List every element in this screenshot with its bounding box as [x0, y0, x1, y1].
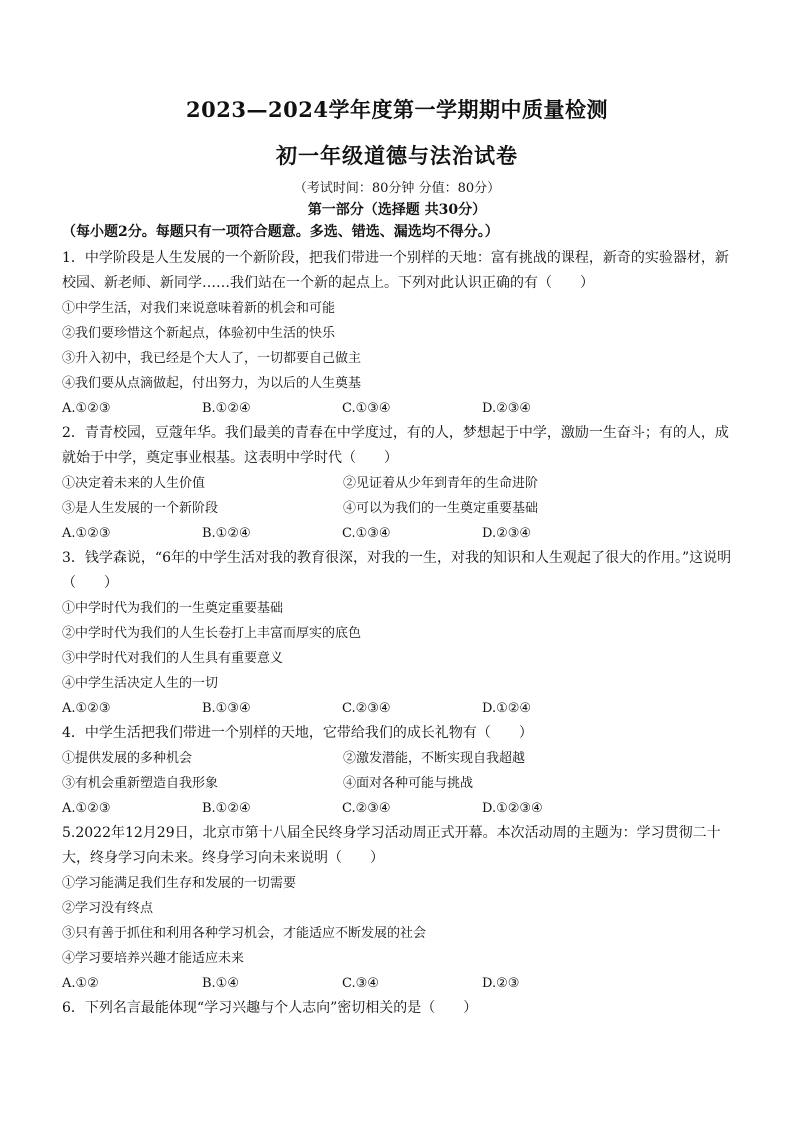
statement: ②中学时代为我们的人生长卷打上丰富而厚实的底色: [62, 626, 362, 641]
choice-a[interactable]: A.①②③: [62, 526, 111, 541]
statement: ③升入初中，我已经是个大人了，一切都要自己做主: [62, 351, 362, 366]
question-1: [62, 246, 734, 421]
choice-row: [62, 696, 734, 721]
statement: ②激发潜能，不断实现自我超越: [343, 751, 526, 766]
choice-a[interactable]: A.①②③: [62, 401, 111, 416]
question-3: [62, 546, 734, 721]
statement-row: [62, 746, 734, 771]
question-5: [62, 821, 734, 996]
question-text: 3．钱学森说，“6年的中学生活对我的教育很深，对我的一生，对我的知识和人生观起了很大的作用。”这说明（ ）: [62, 550, 732, 591]
choice-b[interactable]: B.①②④: [202, 401, 251, 416]
statement: ②我们要珍惜这个新起点，体验初中生活的快乐: [62, 326, 336, 341]
choice-row: [62, 971, 734, 996]
question-text: 4．中学生活把我们带进一个别样的天地，它带给我们的成长礼物有（ ）: [62, 725, 533, 741]
question-4: [62, 721, 734, 821]
statement-row: [62, 771, 734, 796]
statement: ④我们要从点滴做起，付出努力，为以后的人生奠基: [62, 376, 362, 391]
choice-b[interactable]: B.①②④: [202, 526, 251, 541]
choice-c[interactable]: C.②③④: [342, 701, 391, 716]
choice-c[interactable]: C.①③④: [342, 526, 391, 541]
choice-a[interactable]: A.①②③: [62, 701, 111, 716]
statement: ③是人生发展的一个新阶段: [62, 501, 219, 516]
choice-d[interactable]: D.②③: [482, 976, 520, 991]
statement: ④学习要培养兴趣才能适应未来: [62, 951, 245, 966]
statement-row: [62, 471, 734, 496]
choice-b[interactable]: B.①③④: [202, 701, 251, 716]
choice-c[interactable]: C.①③④: [342, 401, 391, 416]
exam-subtitle: 初一年级道德与法治试卷: [276, 143, 518, 168]
question-text: 2．青青校园，豆蔻年华。我们最美的青春在中学度过，有的人，梦想起于中学，激励一生奋斗；有的人，成就始于中学，奠定事业根基。这表明中学时代（ ）: [62, 425, 729, 466]
statement: ①中学时代为我们的一生奠定重要基础: [62, 601, 284, 616]
statement: ④面对各种可能与挑战: [343, 776, 474, 791]
choice-d[interactable]: D.②③④: [482, 526, 532, 541]
question-text: 1．中学阶段是人生发展的一个新阶段，把我们带进一个别样的天地：富有挑战的课程，新奇的实验器材，新校园、新老师、新同学……我们站在一个新的起点上。下列对此认识正确的有（ ）: [62, 250, 729, 291]
part-title: 第一部分（选择题 共30分）: [307, 202, 487, 218]
choice-c[interactable]: C.③④: [342, 976, 379, 991]
statement: ②学习没有终点: [62, 901, 154, 916]
exam-info: （考试时间：80分钟 分值：80分）: [293, 181, 501, 196]
statement: ③中学时代对我们的人生具有重要意义: [62, 651, 284, 666]
choice-a[interactable]: A.①②: [62, 976, 99, 991]
choice-d[interactable]: D.①②③④: [482, 801, 543, 816]
statement: ③有机会重新塑造自我形象: [62, 776, 219, 791]
choice-row: [62, 396, 734, 421]
choice-d[interactable]: D.①②④: [482, 701, 532, 716]
statement: ①中学生活，对我们来说意味着新的机会和可能: [62, 301, 336, 316]
exam-title: 2023—2024学年度第一学期期中质量检测: [186, 97, 608, 122]
choice-b[interactable]: B.①②④: [202, 801, 251, 816]
statement: ④中学生活决定人生的一切: [62, 676, 219, 691]
statement-row: [62, 496, 734, 521]
choice-a[interactable]: A.①②③: [62, 801, 111, 816]
statement: ①决定着未来的人生价值: [62, 476, 206, 491]
question-list: [62, 246, 734, 1021]
question-2: [62, 421, 734, 546]
choice-d[interactable]: D.②③④: [482, 401, 532, 416]
choice-c[interactable]: C.②③④: [342, 801, 391, 816]
statement: ②见证着从少年到青年的生命进阶: [343, 476, 539, 491]
part-instructions: （每小题2分。每题只有一项符合题意。多选、错选、漏选均不得分。）: [62, 224, 499, 240]
question-text: 5.2022年12月29日，北京市第十八届全民终身学习活动周正式开幕。本次活动周的主题为：学习贯彻二十大，终身学习向未来。终身学习向未来说明（ ）: [62, 825, 721, 866]
question-6: [62, 996, 734, 1021]
choice-b[interactable]: B.①④: [202, 976, 239, 991]
choice-row: [62, 796, 734, 821]
statement: ④可以为我们的一生奠定重要基础: [343, 501, 539, 516]
choice-row: [62, 521, 734, 546]
statement: ①提供发展的多种机会: [62, 751, 193, 766]
statement: ①学习能满足我们生存和发展的一切需要: [62, 876, 297, 891]
question-text: 6．下列名言最能体现“学习兴趣与个人志向”密切相关的是（ ）: [62, 1000, 478, 1016]
statement: ③只有善于抓住和利用各种学习机会，才能适应不断发展的社会: [62, 926, 427, 941]
